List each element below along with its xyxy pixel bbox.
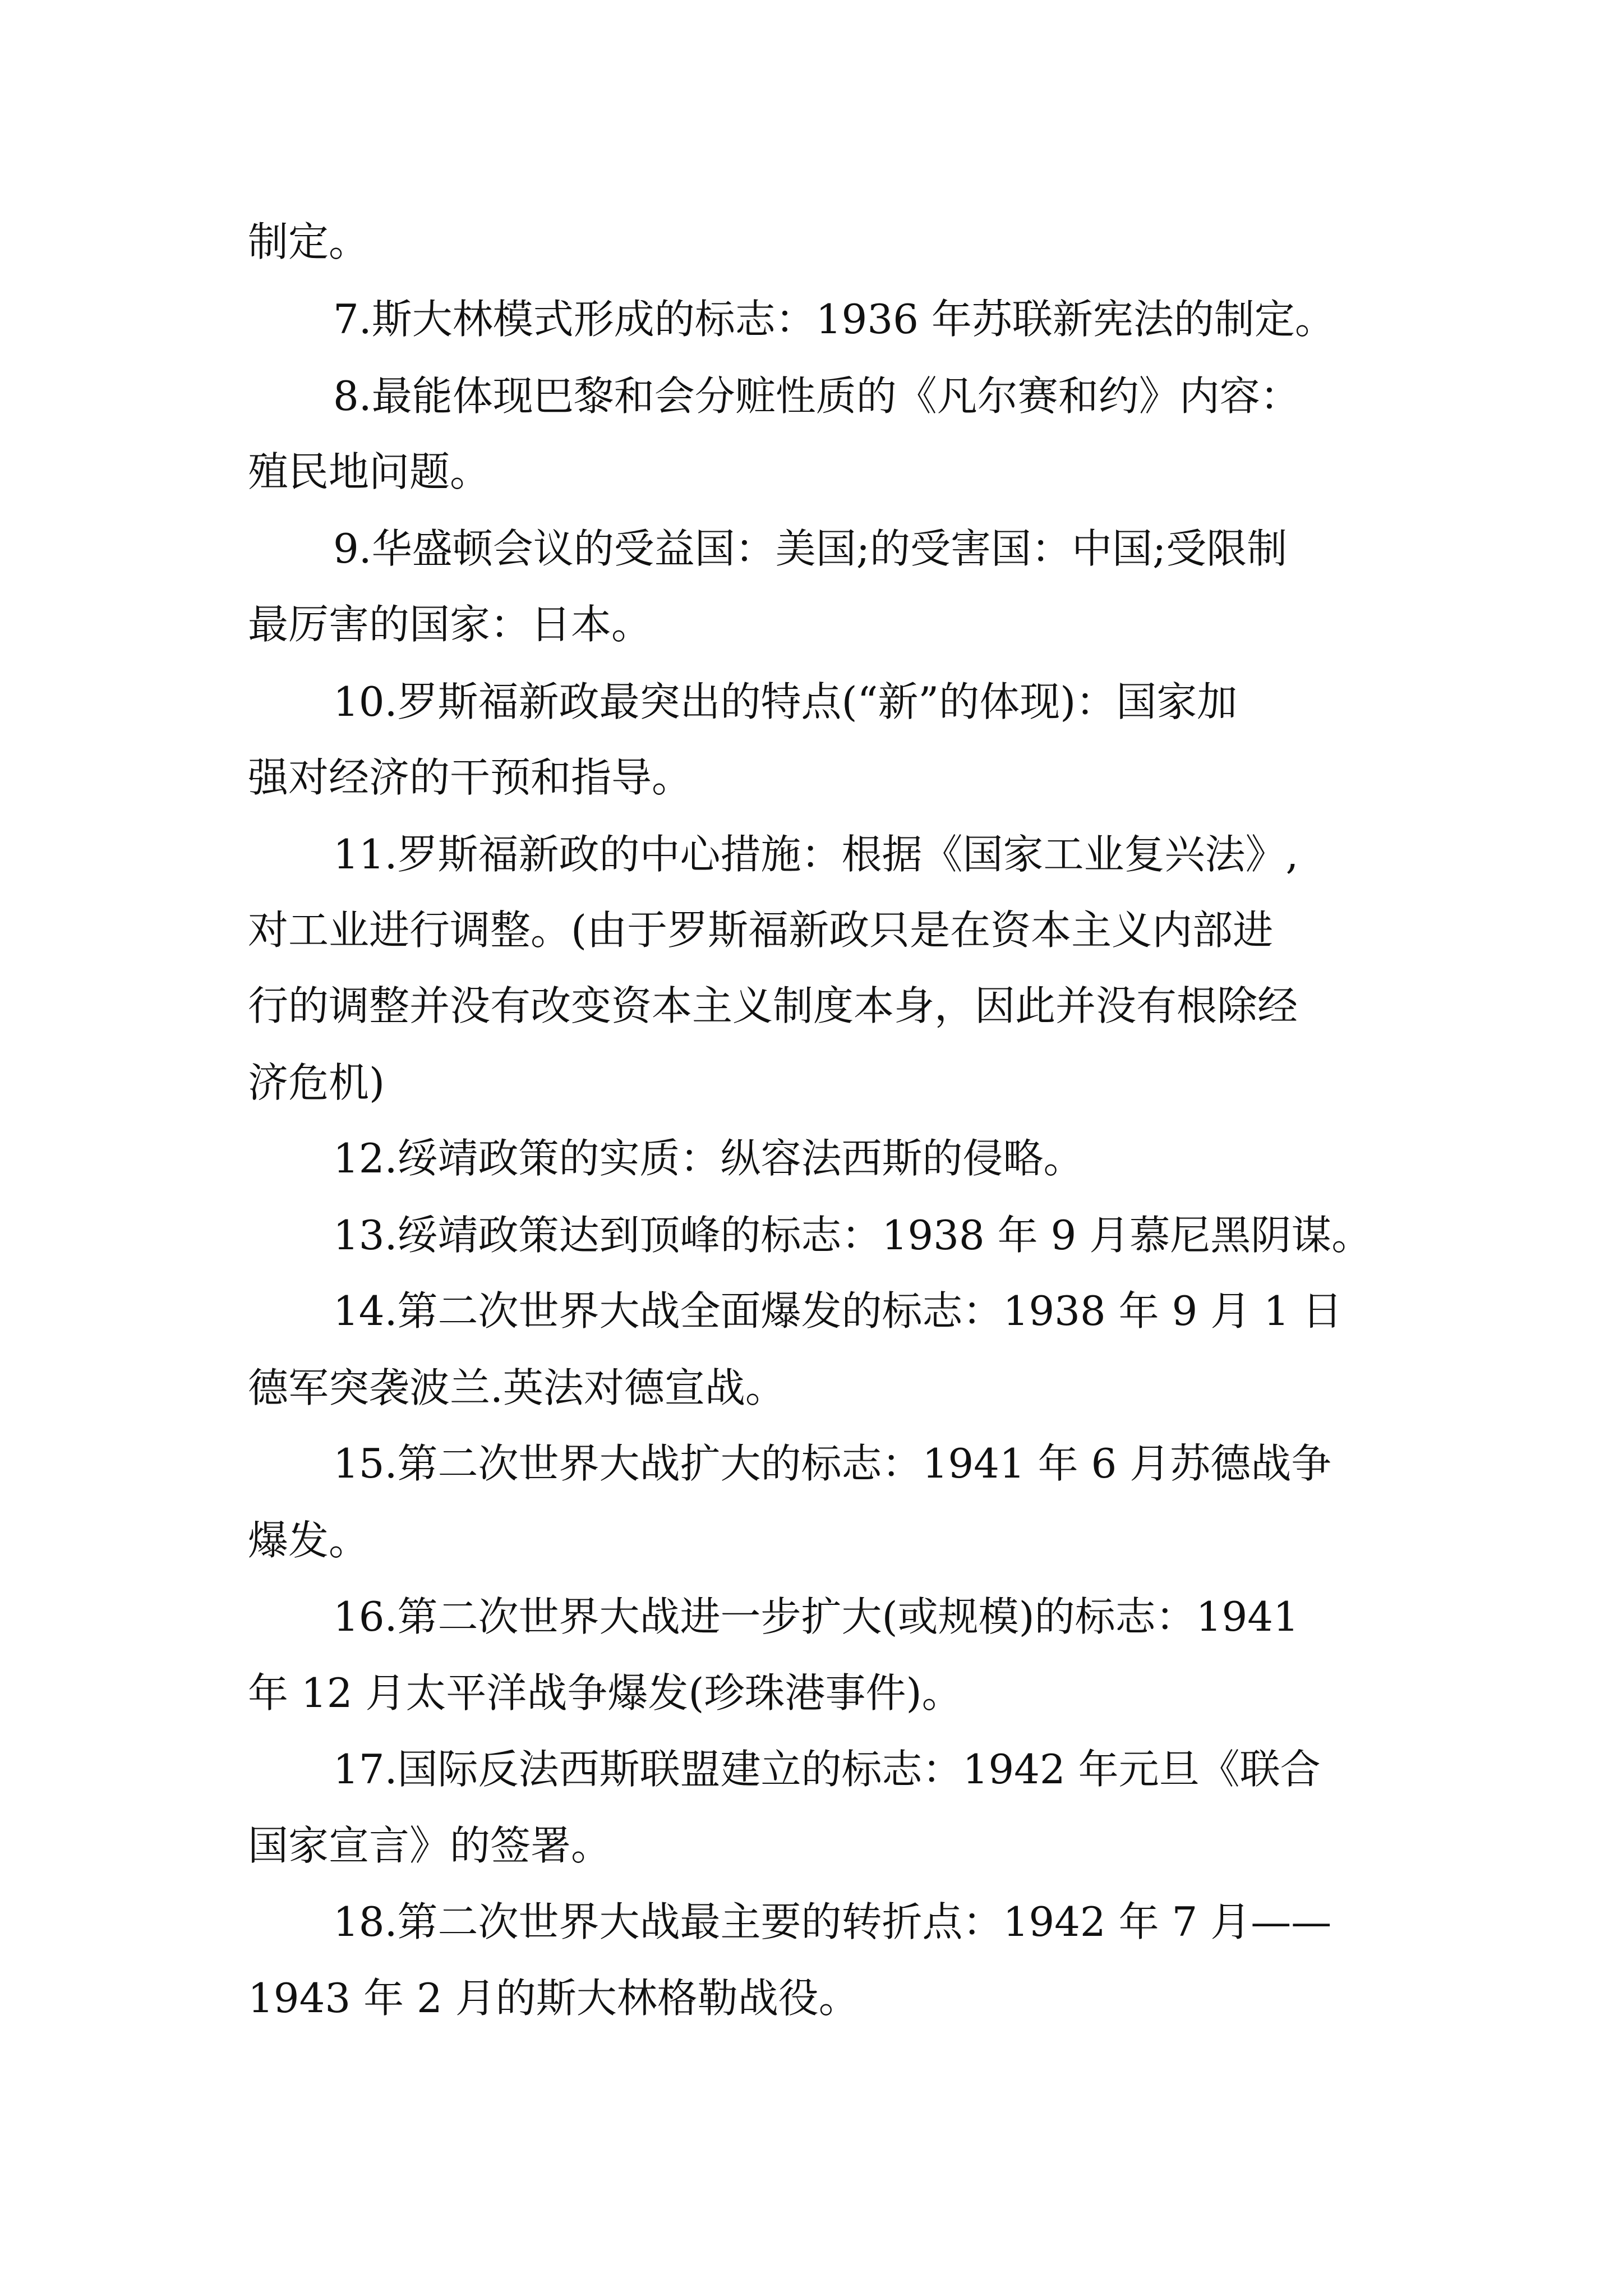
- text-line: 15.第二次世界大战扩大的标志：1941 年 6 月苏德战争: [333, 1440, 1332, 1487]
- text-line: 1943 年 2 月的斯大林格勒战役。: [248, 1975, 859, 2022]
- text-line: 爆发。: [248, 1517, 370, 1564]
- text-line: 国家宣言》的签署。: [248, 1822, 612, 1869]
- text-line: 10.罗斯福新政最突出的特点(“新”的体现)：国家加: [333, 678, 1238, 725]
- text-line: 殖民地问题。: [248, 448, 491, 495]
- text-line: 18.第二次世界大战最主要的转折点：1942 年 7 月——: [333, 1898, 1332, 1945]
- text-line: 14.第二次世界大战全面爆发的标志：1938 年 9 月 1 日: [333, 1287, 1343, 1335]
- text-line: 制定。: [248, 218, 370, 265]
- text-line: 13.绥靖政策达到顶峰的标志：1938 年 9 月慕尼黑阴谋。: [333, 1212, 1372, 1259]
- text-line: 8.最能体现巴黎和会分赃性质的《凡尔赛和约》内容：: [333, 372, 1301, 420]
- text-line: 强对经济的干预和指导。: [248, 754, 693, 801]
- text-line: 年 12 月太平洋战争爆发(珍珠港事件)。: [248, 1669, 962, 1717]
- text-line: 9.华盛顿会议的受益国：美国;的受害国：中国;受限制: [333, 525, 1288, 572]
- text-line: 16.第二次世界大战进一步扩大(或规模)的标志：1941: [333, 1593, 1299, 1640]
- text-line: 7.斯大林模式形成的标志：1936 年苏联新宪法的制定。: [333, 296, 1335, 343]
- text-line: 行的调整并没有改变资本主义制度本身，因此并没有根除经: [248, 982, 1298, 1029]
- text-line: 济危机): [248, 1059, 385, 1106]
- text-line: 11.罗斯福新政的中心措施：根据《国家工业复兴法》,: [333, 831, 1299, 878]
- text-line: 德军突袭波兰.英法对德宣战。: [248, 1364, 786, 1411]
- text-line: 12.绥靖政策的实质：纵容法西斯的侵略。: [333, 1135, 1084, 1182]
- text-line: 最厉害的国家：日本。: [248, 601, 652, 648]
- text-line: 17.国际反法西斯联盟建立的标志：1942 年元旦《联合: [333, 1746, 1321, 1793]
- text-line: 对工业进行调整。(由于罗斯福新政只是在资本主义内部进: [248, 907, 1274, 954]
